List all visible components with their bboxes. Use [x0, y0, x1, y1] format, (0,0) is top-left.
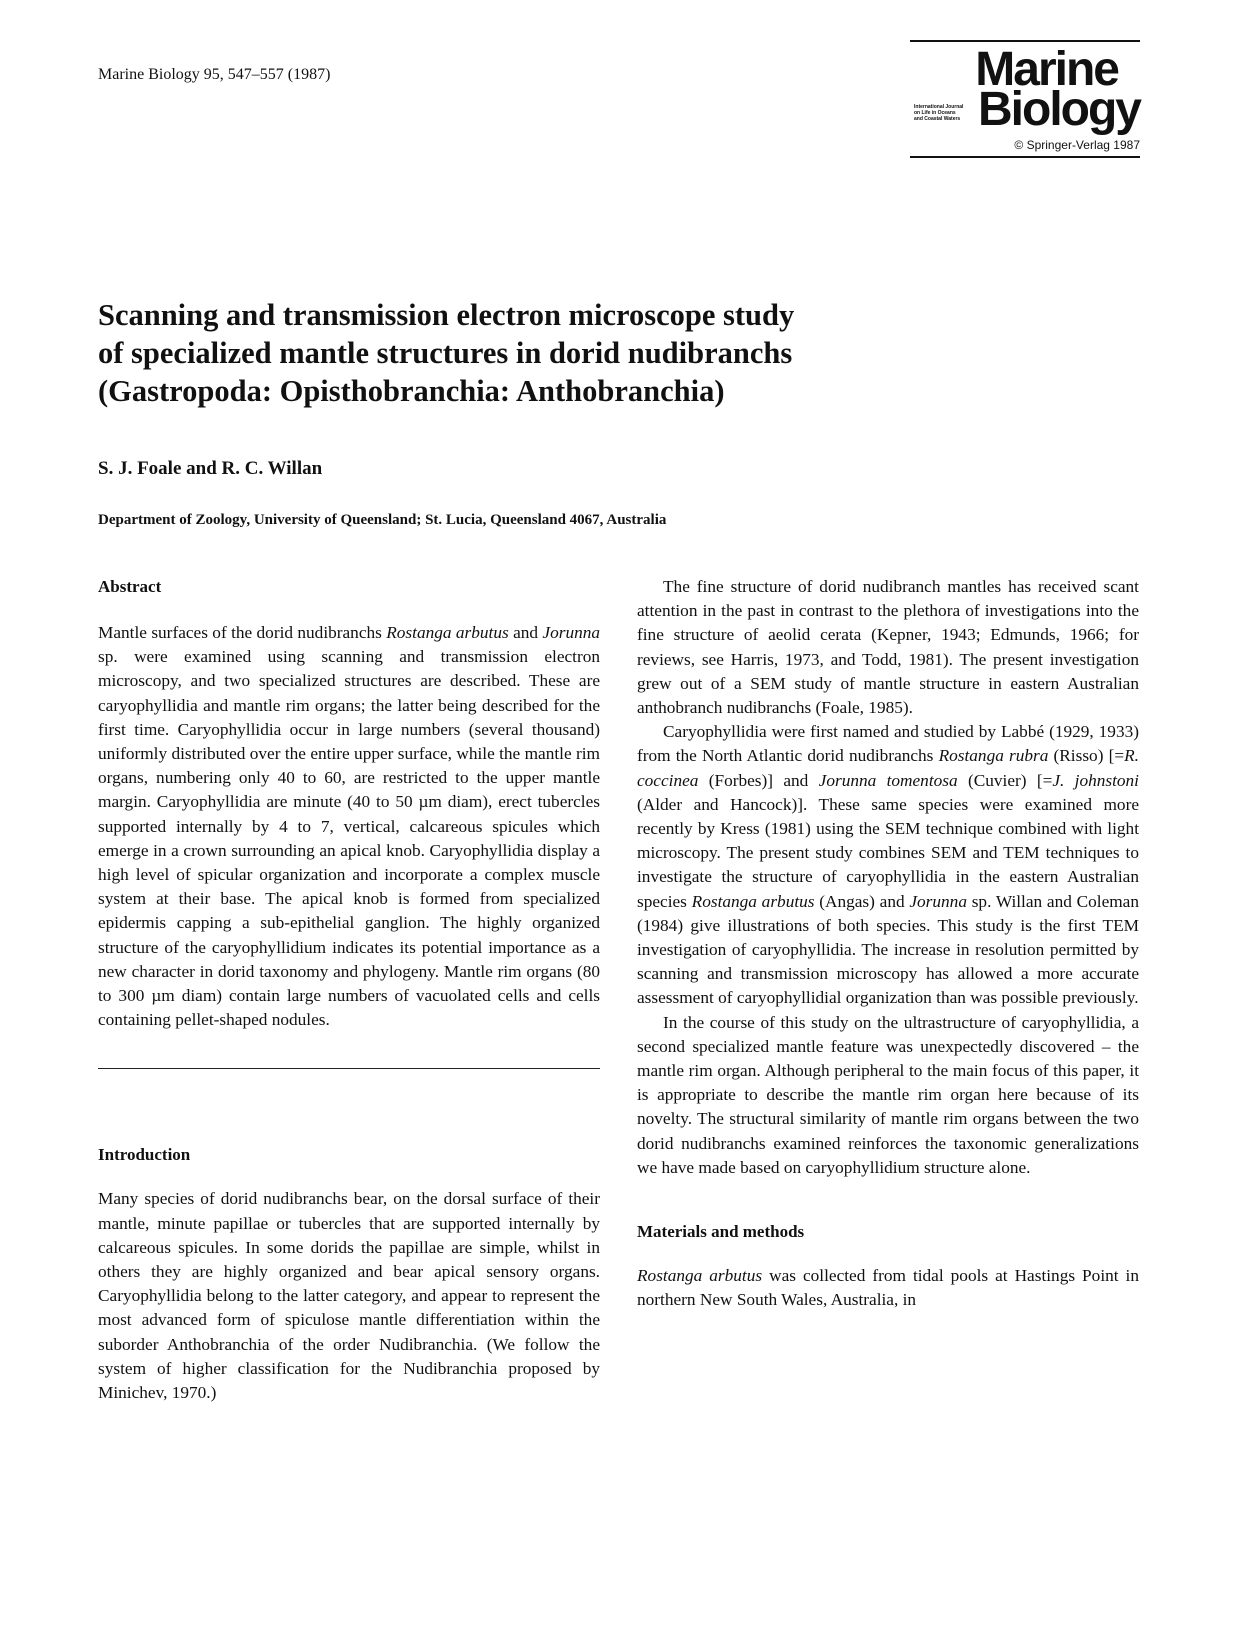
logo-copyright: © Springer-Verlag 1987 [1014, 138, 1140, 152]
article-affiliation: Department of Zoology, University of Queensland; St. Lucia, Queensland 4067, Australia [98, 512, 667, 528]
species-name: R. coccinea [637, 746, 1139, 790]
logo-word-marine: Marine [975, 43, 1118, 96]
species-name: Rostanga arbutus [691, 891, 815, 911]
logo-journal-line: and Coastal Waters [914, 116, 961, 122]
abstract-divider [98, 1068, 600, 1069]
title-line: (Gastropoda: Opisthobranchia: Anthobranchia) [98, 374, 725, 408]
logo-top-rule [910, 40, 1140, 42]
left-column [98, 575, 600, 1405]
logo-bottom-rule [910, 156, 1140, 158]
introduction-paragraph: The fine structure of dorid nudibranch mantles has received scant attention in the past in contrast to the plethora of investigations into the fine structure of aeolid cerata (Kepner, 1943; Edmunds, 1966; for reviews, see Harris, 1973, and Todd, 1981). The present investigation grew out of a SEM study of mantle structure in eastern Australian anthobranch nudibranchs (Foale, 1985). [637, 577, 1139, 718]
species-name: Rostanga arbutus [386, 623, 509, 642]
species-name: J. johnstoni [1052, 770, 1139, 790]
introduction-paragraph: Many species of dorid nudibranchs bear, on the dorsal surface of their mantle, minute papillae or tubercles that are supported internally by calcareous spicules. In some dorids the papillae are simple, whilst in others they are highly organized and bear apical sensory organs. Caryophyllidia belong to the latter category, and appear to represent the most advanced form of spiculose mantle differentiation within the suborder Anthobranchia of the order Nudibranchia. (We follow the system of higher classification for the Nudibranchia proposed by Minichev, 1970.) [98, 1189, 600, 1403]
journal-logo [910, 40, 1140, 158]
introduction-heading: Introduction [98, 1145, 191, 1165]
article-title [98, 296, 958, 410]
logo-journal-line: International Journal [914, 104, 964, 110]
right-column [637, 575, 1139, 1312]
title-line: Scanning and transmission electron microscope study [98, 298, 795, 332]
article-authors: S. J. Foale and R. C. Willan [98, 458, 323, 479]
abstract-heading: Abstract [98, 577, 162, 596]
logo-journal-line: on Life in Oceans [914, 110, 956, 116]
species-name: Jorunna [542, 623, 601, 642]
species-name: Jorunna tomentosa [818, 770, 958, 790]
species-name: Jorunna [909, 891, 967, 911]
species-name: Rostanga arbutus [637, 1266, 763, 1286]
title-line: of specialized mantle structures in dorid nudibranchs [98, 336, 793, 370]
introduction-paragraph: In the course of this study on the ultrastructure of caryophyllidia, a second specialized mantle feature was unexpectedly discovered – the mantle rim organ. Although peripheral to the main focus of this paper, it is appropriate to describe the mantle rim organ here because of its novelty. The structural similarity of mantle rim organs between the two dorid nudibranchs examined reinforces the taxonomic generalizations we have made based on caryophyllidium structure alone. [637, 1012, 1139, 1177]
species-name: Rostanga rubra [938, 746, 1049, 766]
abstract-paragraph: Mantle surfaces of the dorid nudibranchs Rostanga arbutus and Jorunna sp. were examined using scanning and transmission electron microscopy, and two specialized structures are described. These are caryophyllidia and mantle rim organs; the latter being described for the first time. Caryophyllidia occur in large numbers (several thousand) uniformly distributed over the entire upper surface, while the mantle rim organs, numbering only 40 to 60, are restricted to the upper mantle margin. Caryophyllidia are minute (40 to 50 µm diam), erect tubercles supported internally by 4 to 7, vertical, calcareous spicules which emerge in a crown surrounding an apical knob. Caryophyllidia display a high level of spicular organization and incorporate a complex muscle system at their base. The apical knob is formed from specialized epidermis capping a sub-epithelial ganglion. The highly organized structure of the caryophyllidium indicates its potential importance as a new character in dorid taxonomy and phylogeny. Mantle rim organs (80 to 300 µm diam) contain large numbers of vacuolated cells and cells containing pellet-shaped nodules. [98, 623, 601, 1030]
introduction-paragraph: Caryophyllidia were first named and studied by Labbé (1929, 1933) from the North Atlantic dorid nudibranchs Rostanga rubra (Risso) [=R. coccinea (Forbes)] and Jorunna tomentosa (Cuvier) [=J. johnstoni (Alder and Hancock)]. These same species were examined more recently by Kress (1981) using the SEM technique combined with light microscopy. The present study combines SEM and TEM techniques to investigate the structure of caryophyllidia in the eastern Australian species Rostanga arbutus (Angas) and Jorunna sp. Willan and Coleman (1984) give illustrations of both species. This study is the first TEM investigation of caryophyllidia. The increase in resolution permitted by scanning and transmission microscopy has allowed a more accurate assessment of caryophyllidial organization than was possible previously. [637, 722, 1139, 1008]
journal-citation: Marine Biology 95, 547–557 (1987) [98, 66, 331, 83]
methods-paragraph: Rostanga arbutus was collected from tidal pools at Hastings Point in northern New South Wales, Australia, in [637, 1266, 1139, 1310]
logo-word-biology: Biology [978, 83, 1140, 136]
methods-heading: Materials and methods [637, 1222, 805, 1242]
